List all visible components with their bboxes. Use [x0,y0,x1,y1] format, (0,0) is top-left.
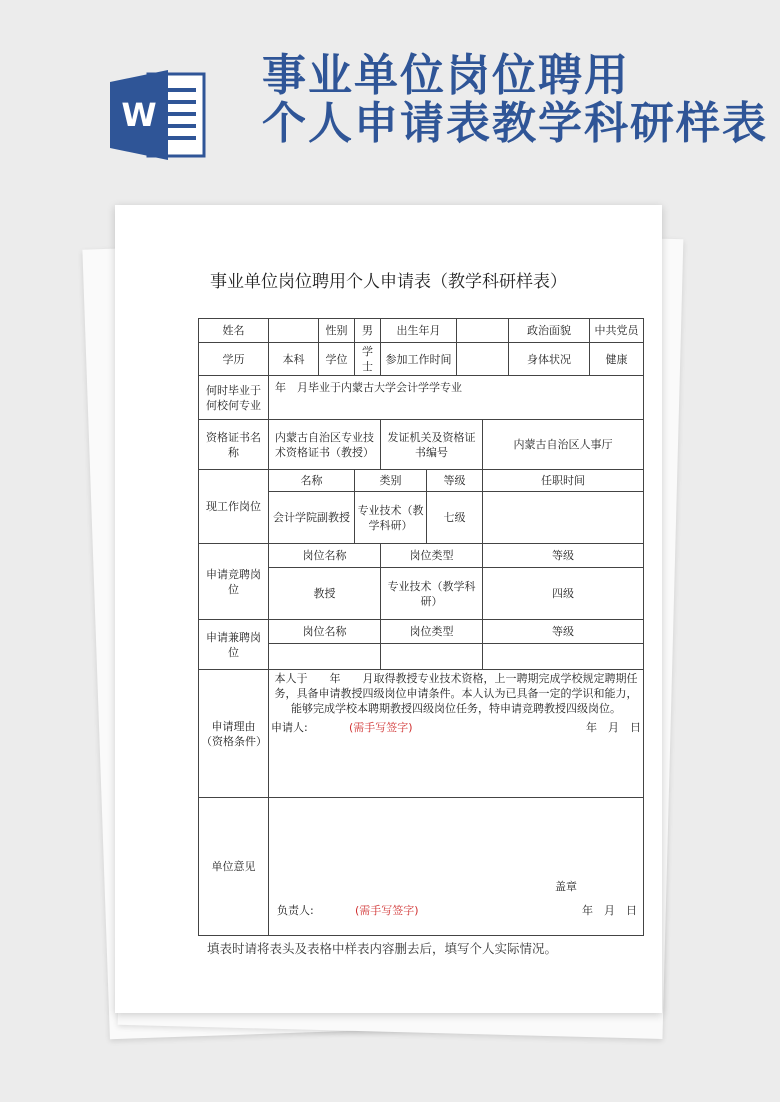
footer-note: 填表时请将表头及表格中样表内容删去后，填写个人实际情况。 [207,941,558,956]
table-row [199,670,644,798]
table-row [199,376,644,420]
health-label: 身体状况 [509,343,590,376]
table-row [199,343,644,376]
work-start-value[interactable] [457,343,509,376]
current-post-type-value[interactable]: 专业技术（教学科研） [355,492,427,544]
table-row [199,620,644,644]
word-document-icon [110,70,206,160]
side-post-col-level: 等级 [483,620,644,644]
table-row [199,798,644,936]
work-start-label: 参加工作时间 [381,343,457,376]
degree-label: 学位 [319,343,355,376]
hero-title [262,52,780,148]
politics-label: 政治面貌 [509,319,590,343]
name-value[interactable] [269,319,319,343]
side-post-col-type: 岗位类型 [381,620,483,644]
document-title: 事业单位岗位聘用个人申请表（教学科研样表） [210,272,567,292]
certificate-issuer-value[interactable]: 内蒙古自治区人事厅 [483,420,644,470]
birth-value[interactable] [457,319,509,343]
apply-post-col-type: 岗位类型 [381,544,483,568]
document-page [115,205,662,1013]
hero-title-line1: 事业单位岗位聘用 [262,52,630,101]
side-post-col-name: 岗位名称 [269,620,381,644]
unit-opinion-content [269,799,643,935]
seal-label: 盖章 [555,879,577,893]
politics-value[interactable]: 中共党员 [590,319,644,343]
side-post-name-value[interactable] [269,644,381,670]
gender-value[interactable]: 男 [355,319,381,343]
side-post-level-value[interactable] [483,644,644,670]
apply-post-col-name: 岗位名称 [269,544,381,568]
table-row [199,544,644,568]
current-post-col-time: 任职时间 [483,470,644,492]
current-post-label: 现工作岗位 [199,470,269,544]
reason-cell[interactable] [269,670,644,798]
certificate-label: 资格证书名称 [199,420,269,470]
certificate-issuer-label: 发证机关及资格证书编号 [381,420,483,470]
leader-label: 负责人: [277,903,314,917]
current-post-time-value[interactable] [483,492,644,544]
current-post-col-type: 类别 [355,470,427,492]
apply-post-label: 申请竞聘岗位 [199,544,269,620]
applicant-date: 年 月 日 [586,721,641,734]
applicant-label: 申请人: [271,721,308,734]
graduation-value[interactable]: 年 月毕业于内蒙古大学会计学学专业 [269,376,644,420]
applicant-sign-note: (需手写签字) [349,721,413,734]
apply-post-level-value[interactable]: 四级 [483,568,644,620]
apply-post-name-value[interactable]: 教授 [269,568,381,620]
unit-opinion-date: 年 月 日 [582,903,637,917]
leader-sign-note: (需手写签字) [355,903,419,917]
name-label: 姓名 [199,319,269,343]
reason-text: 本人于 年 月取得教授专业技术资格，上一聘期完成学校规定聘期任务，具备申请教授四级岗位申请条件。本人认为已具备一定的学识和能力，能够完成学校本聘期教授四级岗位任务，特申请竞聘教授四级岗位。 [274,672,638,715]
applicant-signature-line [271,720,641,744]
application-form-table [198,318,644,936]
degree-value[interactable]: 学士 [355,343,381,376]
education-value[interactable]: 本科 [269,343,319,376]
unit-opinion-cell[interactable] [269,798,644,936]
certificate-name-value[interactable]: 内蒙古自治区专业技术资格证书（教授） [269,420,381,470]
side-post-type-value[interactable] [381,644,483,670]
graduation-label: 何时毕业于何校何专业 [199,376,269,420]
svg-text:W: W [121,96,157,134]
education-label: 学历 [199,343,269,376]
current-post-name-value[interactable]: 会计学院副教授 [269,492,355,544]
apply-post-col-level: 等级 [483,544,644,568]
current-post-col-name: 名称 [269,470,355,492]
table-row [199,420,644,470]
side-post-label: 申请兼聘岗位 [199,620,269,670]
apply-post-type-value[interactable]: 专业技术（教学科研） [381,568,483,620]
reason-label: 申请理由（资格条件） [199,670,269,798]
table-row [199,470,644,492]
current-post-level-value[interactable]: 七级 [427,492,483,544]
table-row [199,319,644,343]
hero-title-line2: 个人申请表教学科研样表 [262,98,768,148]
current-post-col-level: 等级 [427,470,483,492]
birth-label: 出生年月 [381,319,457,343]
gender-label: 性别 [319,319,355,343]
unit-opinion-label: 单位意见 [199,798,269,936]
health-value[interactable]: 健康 [590,343,644,376]
